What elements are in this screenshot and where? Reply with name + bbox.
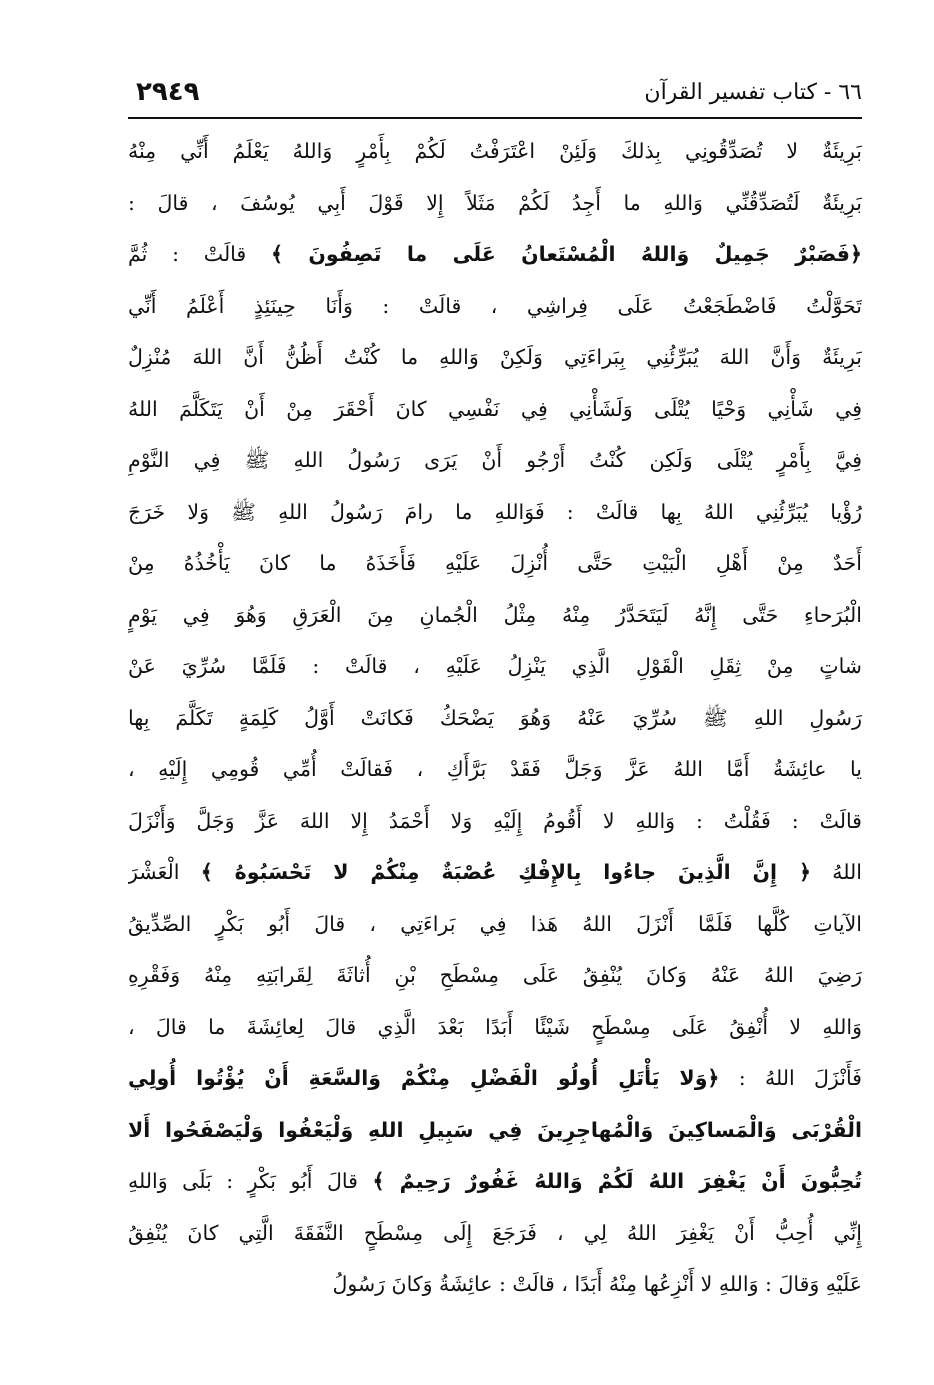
text-line	[128, 693, 862, 745]
text-line	[128, 1156, 862, 1208]
quran-quote: الْقُرْبَى وَالْمَساكِينَ وَالْمُهاجِرِينَ فِي سَبِيلِ اللهِ وَلْيَعْفُوا وَلْيَصْفَحُوا أَلا	[128, 1117, 862, 1142]
text-segment: تَحَوَّلْتُ فَاضْطَجَعْتُ عَلَى فِراشِي ، قالَتْ : وَأَنَا حِينَئِذٍ أَعْلَمُ أَنِّي	[128, 293, 862, 318]
text-segment: الآياتِ كُلَّها فَلَمَّا أَنْزَلَ اللهُ هَذا فِي بَراءَتِي ، قالَ أَبُو بَكْرٍ الصِّدِّيقُ	[128, 911, 862, 936]
text-line	[128, 126, 862, 178]
text-segment: رُؤْيا يُبَرِّئُنِي اللهُ بِها قالَتْ : فَوَاللهِ ما رامَ رَسُولُ اللهِ ﷺ وَلا خَرَجَ	[128, 499, 862, 524]
quran-quote: ﴿ إِنَّ الَّذِينَ جاءُوا بِالإِفْكِ عُصْبَةٌ مِنْكُمْ لا تَحْسَبُوهُ ﴾	[200, 860, 811, 884]
text-line	[128, 796, 862, 848]
text-segment: رَضِيَ اللهُ عَنْهُ وَكانَ يُنْفِقُ عَلَى مِسْطَحِ بْنِ أُثاثَةَ لِقَرابَتِهِ مِنْهُ وَفَقْرِهِ	[128, 963, 862, 987]
text-segment: فِي شَأْنِي وَحْيًا يُتْلَى وَلَشَأْنِي فِي نَفْسِي كانَ أَحْقَرَ مِنْ أَنْ يَتَكَلَّمَ اللهُ	[128, 396, 862, 421]
text-line	[128, 229, 862, 281]
quran-quote: تُحِبُّونَ أَنْ يَغْفِرَ اللهُ لَكُمْ وَاللهُ غَفُورٌ رَحِيمٌ ﴾	[372, 1169, 862, 1193]
text-line	[128, 1105, 862, 1157]
text-line	[128, 590, 862, 642]
header-divider	[128, 117, 862, 119]
text-segment: شاتٍ مِنْ ثِقَلِ الْقَوْلِ الَّذِي يَنْزِلُ عَلَيْهِ ، قالَتْ : فَلَمَّا سُرِّيَ عَنْ	[128, 654, 862, 678]
text-line	[128, 332, 862, 384]
text-segment: إِنِّي أُحِبُّ أَنْ يَغْفِرَ اللهُ لِي ، فَرَجَعَ إِلَى مِسْطَحٍ النَّفَقَةَ الَّتِي كانَ يُنْفِقُ	[128, 1220, 862, 1245]
text-line	[128, 1053, 862, 1105]
text-line	[128, 950, 862, 1002]
text-segment: الْبُرَحاءِ حَتَّى إِنَّهُ لَيَتَحَدَّرُ مِنْهُ مِثْلُ الْجُمانِ مِنَ الْعَرَقِ وَهُوَ فِي يَوْمٍ	[128, 602, 862, 627]
quran-quote: ﴿وَلا يَأْتَلِ أُولُو الْفَضْلِ مِنْكُمْ وَالسَّعَةِ أَنْ يُؤْتُوا أُولِي	[128, 1066, 720, 1090]
text-segment: قالَتْ : فَقُلْتُ : وَاللهِ لا أَقُومُ إِلَيْهِ وَلا أَحْمَدُ إِلا اللهَ عَزَّ وَجَلَّ وَأَنْزَلَ	[128, 808, 862, 833]
text-segment: قالَتْ : ثُمَّ	[128, 242, 272, 266]
text-line	[128, 435, 862, 487]
text-line	[128, 847, 862, 899]
text-line	[128, 178, 862, 230]
text-segment: اللهُ	[810, 860, 862, 884]
text-line	[128, 1002, 862, 1054]
text-segment: يا عائِشَةُ أَمَّا اللهُ عَزَّ وَجَلَّ فَقَدْ بَرَّأَكِ ، فَقالَتْ أُمِّي قُومِي إِلَيْهِ ،	[128, 757, 862, 781]
text-segment: بَرِيئَةٌ وَأَنَّ اللهَ يُبَرِّئُنِي بِبَراءَتِي وَلَكِنْ وَاللهِ ما كُنْتُ أَظُنُّ أَنَّ اللهَ مُنْزِلٌ	[128, 345, 862, 369]
text-line	[128, 384, 862, 436]
text-segment: بَرِيئَةٌ لا تُصَدِّقُونِي بِذلكَ وَلَئِنْ اعْتَرَفْتُ لَكُمْ بِأَمْرٍ وَاللهُ يَعْلَمُ أَنِّي مِنْهُ	[128, 139, 862, 163]
text-segment: الْعَشْرَ	[128, 860, 201, 884]
text-segment: رَسُولِ اللهِ ﷺ سُرِّيَ عَنْهُ وَهُوَ يَضْحَكُ فَكانَتْ أَوَّلُ كَلِمَةٍ تَكَلَّمَ بِها	[128, 705, 862, 730]
text-line	[128, 744, 862, 796]
text-segment: عَلَيْهِ وَقالَ : وَاللهِ لا أَنْزِعُها مِنْهُ أَبَدًا ، قالَتْ : عائِشَةُ وَكانَ رَسُولُ	[332, 1272, 862, 1296]
running-header	[128, 74, 862, 118]
text-segment: قالَ أَبُو بَكْرٍ : بَلَى وَاللهِ	[128, 1169, 373, 1193]
text-line	[128, 487, 862, 539]
text-segment: فَأَنْزَلَ اللهُ :	[719, 1066, 862, 1090]
text-line	[128, 281, 862, 333]
text-line	[128, 1259, 862, 1311]
page-number: ٢٩٤٩	[136, 77, 200, 107]
quran-quote: ﴿فَصَبْرٌ جَمِيلٌ وَاللهُ الْمُسْتَعانُ عَلَى ما تَصِفُونَ ﴾	[271, 242, 862, 266]
text-line	[128, 641, 862, 693]
text-segment: فِيَّ بِأَمْرٍ يُتْلَى وَلَكِن كُنْتُ أَرْجُو أَنْ يَرَى رَسُولُ اللهِ ﷺ فِي النَّوْمِ	[128, 448, 862, 472]
text-line	[128, 899, 862, 951]
text-segment: أَحَدٌ مِنْ أَهْلِ الْبَيْتِ حَتَّى أُنْزِلَ عَلَيْهِ فَأَخَذَهُ ما كانَ يَأْخُذُهُ مِنْ	[128, 551, 862, 575]
body-text	[128, 126, 862, 1311]
chapter-title: ٦٦ - كتاب تفسير القرآن	[644, 80, 862, 105]
text-line	[128, 538, 862, 590]
text-line	[128, 1208, 862, 1260]
text-segment: وَاللهِ لا أُنْفِقُ عَلَى مِسْطَحٍ شَيْئًا أَبَدًا بَعْدَ الَّذِي قالَ لِعائِشَةَ ما قالَ ،	[128, 1014, 862, 1039]
text-segment: بَرِيئَةٌ لَتُصَدِّقُنِّي وَاللهِ ما أَجِدُ لَكُمْ مَثَلاً إِلا قَوْلَ أَبِي يُوسُفَ ، قالَ :	[128, 190, 862, 215]
